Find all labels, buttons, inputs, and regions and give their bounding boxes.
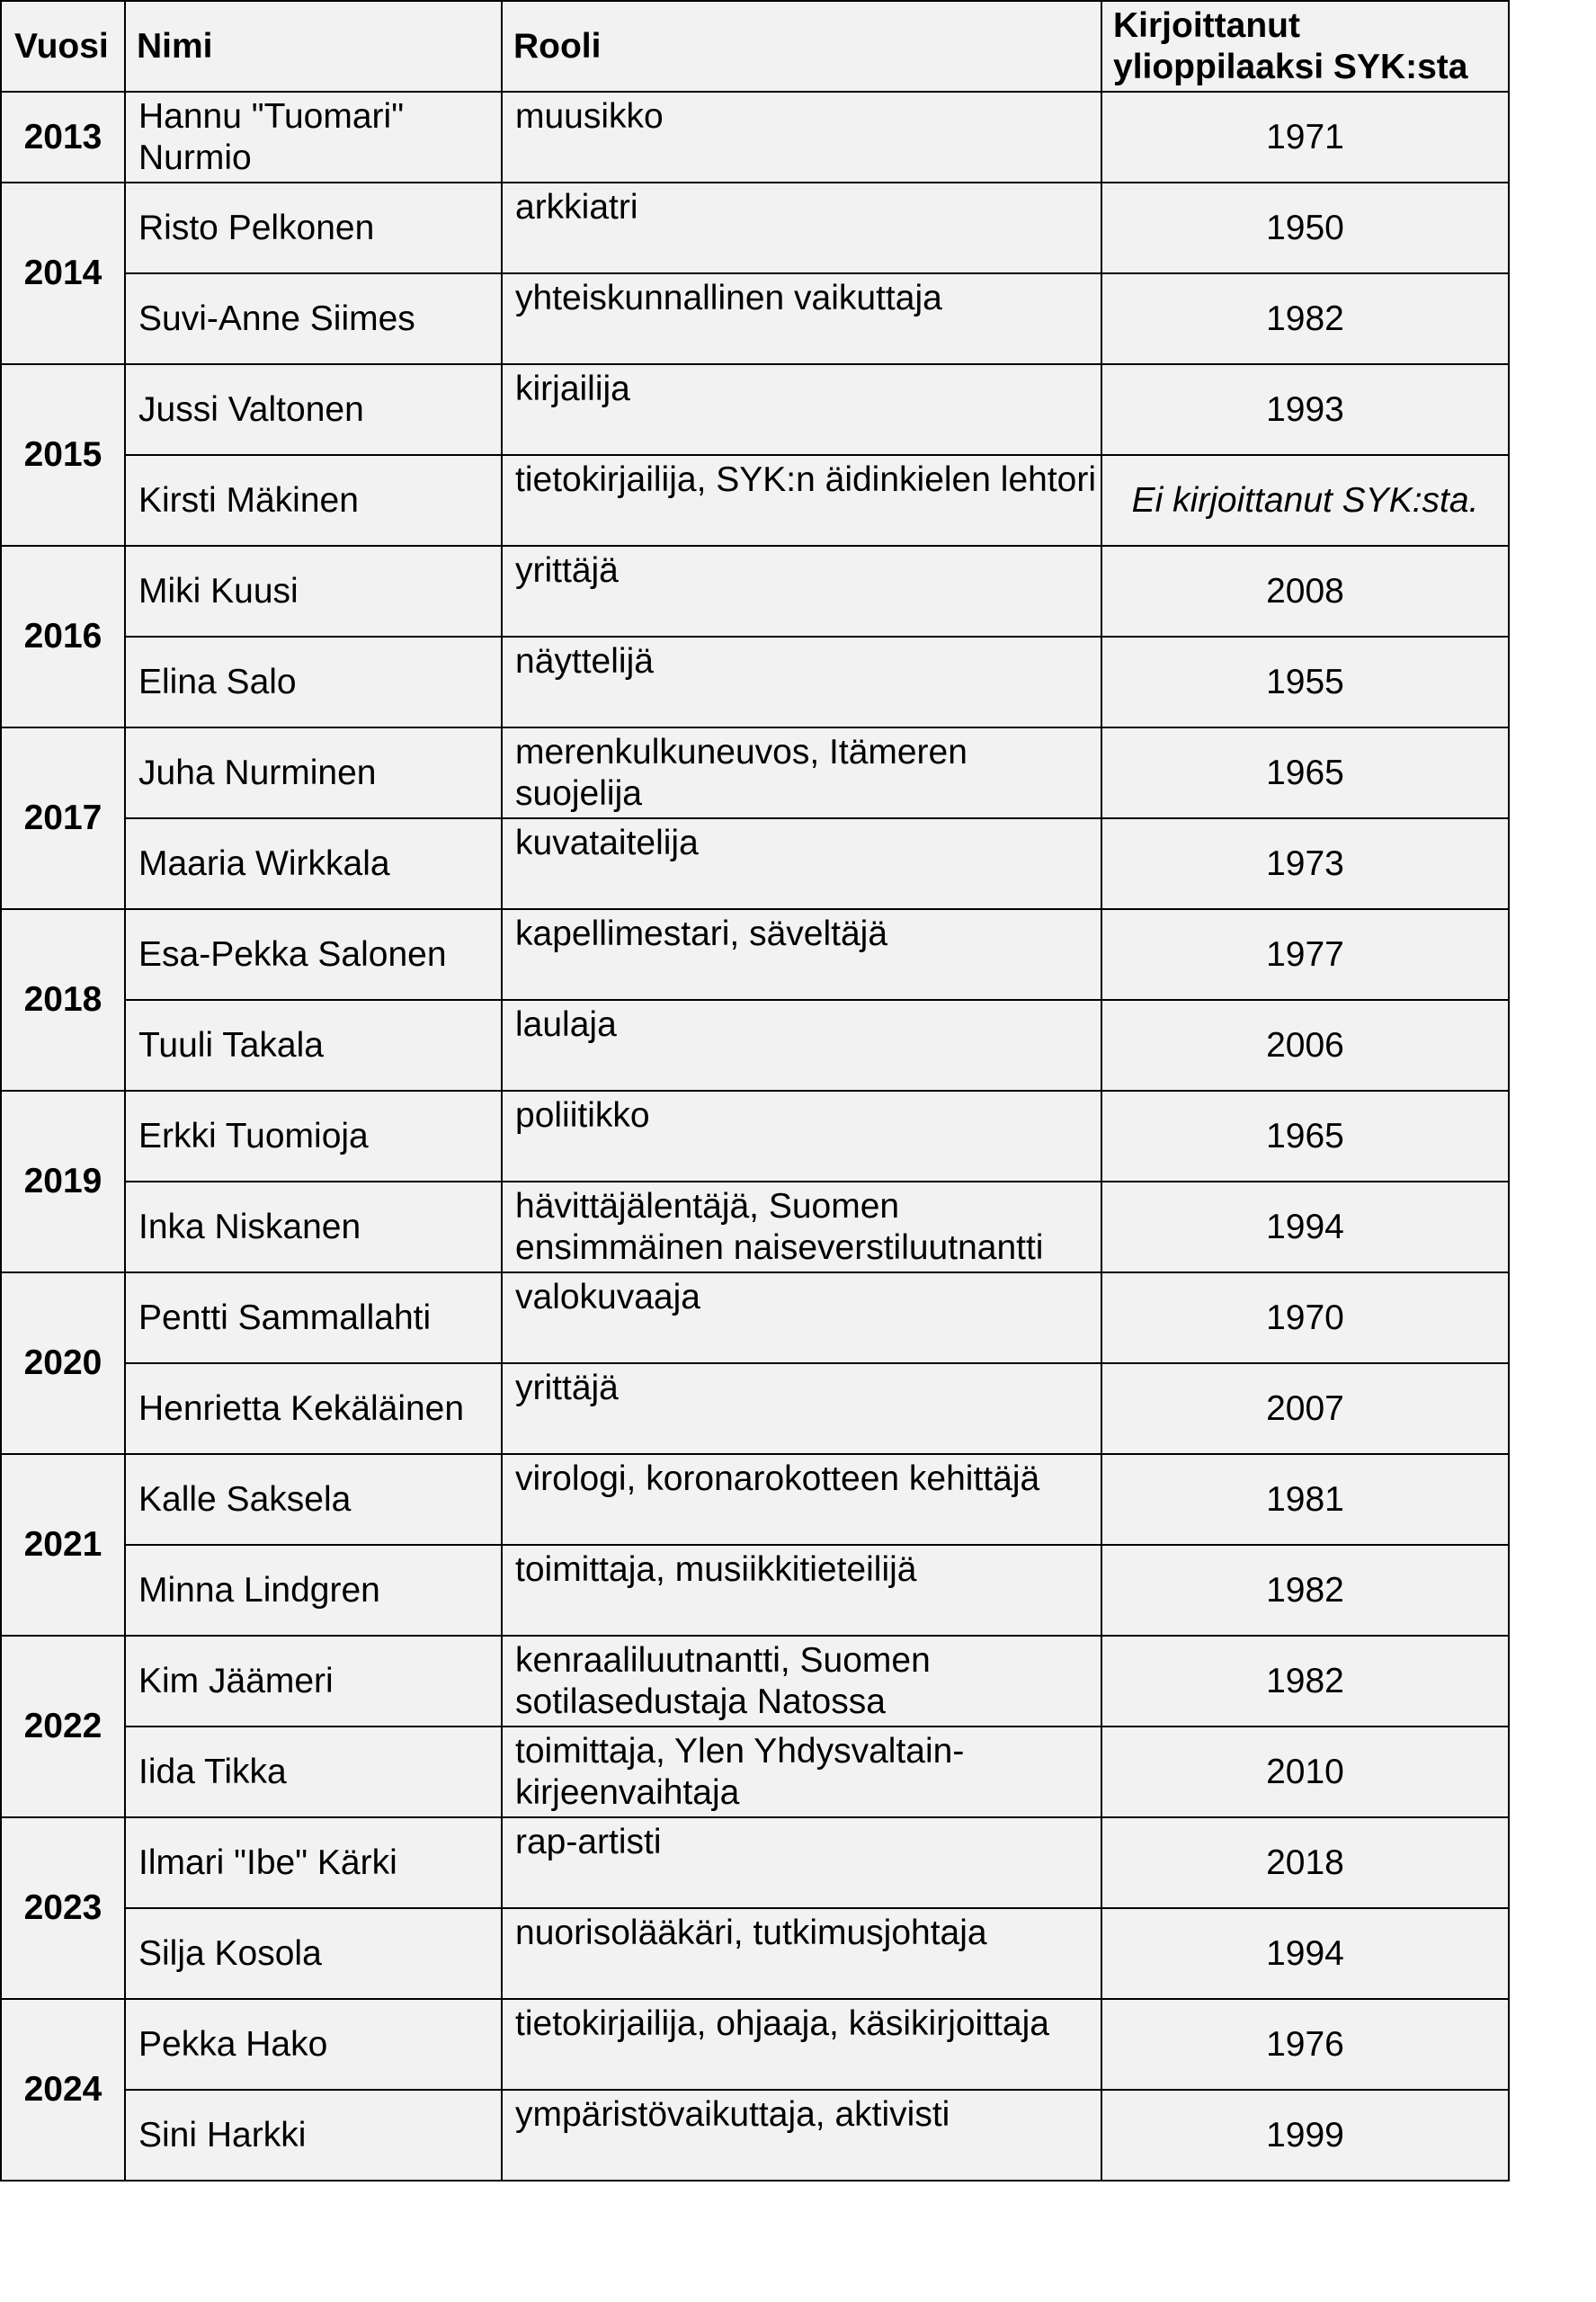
table-row (1, 1000, 1509, 1091)
name-cell: Henrietta Kekäläinen (125, 1363, 502, 1454)
role-cell: merenkulkuneuvos, Itämeren suojelija (502, 727, 1101, 818)
name-cell: Kirsti Mäkinen (125, 455, 502, 546)
table-body (1, 92, 1509, 2181)
name-cell: Elina Salo (125, 637, 502, 727)
role-cell: muusikko (502, 92, 1101, 183)
table-row (1, 1363, 1509, 1454)
name-cell: Suvi-Anne Siimes (125, 273, 502, 364)
year-cell: 2023 (1, 1817, 125, 1999)
role-cell: toimittaja, musiikkitieteilijä (502, 1545, 1101, 1636)
table-row (1, 1272, 1509, 1363)
name-cell: Miki Kuusi (125, 546, 502, 637)
table-row (1, 1726, 1509, 1817)
name-cell: Esa-Pekka Salonen (125, 909, 502, 1000)
year-cell: 2018 (1, 909, 125, 1091)
name-cell: Iida Tikka (125, 1726, 502, 1817)
role-cell: virologi, koronarokotteen kehittäjä (502, 1454, 1101, 1545)
role-cell: rap-artisti (502, 1817, 1101, 1908)
graduated-cell: 2010 (1101, 1726, 1509, 1817)
table-row (1, 1545, 1509, 1636)
header-role: Rooli (502, 1, 1101, 92)
role-cell: yrittäjä (502, 546, 1101, 637)
year-cell: 2024 (1, 1999, 125, 2181)
graduated-cell: 1993 (1101, 364, 1509, 455)
table-row (1, 1182, 1509, 1272)
role-cell: toimittaja, Ylen Yhdysvaltain-kirjeenvaihtaja (502, 1726, 1101, 1817)
table-row (1, 1091, 1509, 1182)
name-cell: Kalle Saksela (125, 1454, 502, 1545)
role-cell: näyttelijä (502, 637, 1101, 727)
role-cell: nuorisolääkäri, tutkimusjohtaja (502, 1908, 1101, 1999)
table-row (1, 183, 1509, 273)
year-cell: 2014 (1, 183, 125, 364)
year-cell: 2022 (1, 1636, 125, 1817)
graduated-cell: 1994 (1101, 1908, 1509, 1999)
year-cell: 2021 (1, 1454, 125, 1636)
header-row (1, 1, 1509, 92)
year-cell: 2015 (1, 364, 125, 546)
table-row (1, 1454, 1509, 1545)
name-cell: Minna Lindgren (125, 1545, 502, 1636)
name-cell: Maaria Wirkkala (125, 818, 502, 909)
year-cell: 2016 (1, 546, 125, 727)
role-cell: laulaja (502, 1000, 1101, 1091)
header-year: Vuosi (1, 1, 125, 92)
table-row (1, 1999, 1509, 2090)
table-row (1, 2090, 1509, 2181)
graduated-cell: 1982 (1101, 273, 1509, 364)
name-cell: Jussi Valtonen (125, 364, 502, 455)
name-cell: Tuuli Takala (125, 1000, 502, 1091)
table-row (1, 818, 1509, 909)
role-cell: kuvataitelija (502, 818, 1101, 909)
role-cell: poliitikko (502, 1091, 1101, 1182)
name-cell: Pekka Hako (125, 1999, 502, 2090)
year-cell: 2017 (1, 727, 125, 909)
role-cell: tietokirjailija, ohjaaja, käsikirjoittaja (502, 1999, 1101, 2090)
role-cell: ympäristövaikuttaja, aktivisti (502, 2090, 1101, 2181)
graduated-cell: 1970 (1101, 1272, 1509, 1363)
role-cell: hävittäjälentäjä, Suomen ensimmäinen naiseverstiluutnantti (502, 1182, 1101, 1272)
year-cell: 2013 (1, 92, 125, 183)
name-cell: Risto Pelkonen (125, 183, 502, 273)
name-cell: Hannu "Tuomari" Nurmio (125, 92, 502, 183)
table-row (1, 455, 1509, 546)
graduated-cell: 1982 (1101, 1545, 1509, 1636)
name-cell: Juha Nurminen (125, 727, 502, 818)
graduated-cell: 2006 (1101, 1000, 1509, 1091)
graduated-cell: 1994 (1101, 1182, 1509, 1272)
year-cell: 2019 (1, 1091, 125, 1272)
table-row (1, 1636, 1509, 1726)
table-row (1, 727, 1509, 818)
role-cell: valokuvaaja (502, 1272, 1101, 1363)
graduated-cell: 1955 (1101, 637, 1509, 727)
table-row (1, 909, 1509, 1000)
table-row (1, 273, 1509, 364)
graduated-cell: 1971 (1101, 92, 1509, 183)
graduated-cell: 1965 (1101, 1091, 1509, 1182)
graduated-cell: 1973 (1101, 818, 1509, 909)
name-cell: Erkki Tuomioja (125, 1091, 502, 1182)
name-cell: Pentti Sammallahti (125, 1272, 502, 1363)
table-row (1, 1908, 1509, 1999)
graduated-cell: 2018 (1101, 1817, 1509, 1908)
graduated-cell: 1981 (1101, 1454, 1509, 1545)
table-row (1, 92, 1509, 183)
graduated-cell: 1976 (1101, 1999, 1509, 2090)
table-row (1, 546, 1509, 637)
graduated-cell: 1999 (1101, 2090, 1509, 2181)
graduated-cell: 1982 (1101, 1636, 1509, 1726)
graduated-cell: 1950 (1101, 183, 1509, 273)
name-cell: Silja Kosola (125, 1908, 502, 1999)
role-cell: kenraaliluutnantti, Suomen sotilasedustaja Natossa (502, 1636, 1101, 1726)
role-cell: tietokirjailija, SYK:n äidinkielen lehtori (502, 455, 1101, 546)
header-graduated: Kirjoittanut ylioppilaaksi SYK:sta (1101, 1, 1509, 92)
role-cell: kirjailija (502, 364, 1101, 455)
role-cell: kapellimestari, säveltäjä (502, 909, 1101, 1000)
table-row (1, 1817, 1509, 1908)
graduated-cell: 1965 (1101, 727, 1509, 818)
name-cell: Ilmari "Ibe" Kärki (125, 1817, 502, 1908)
table-row (1, 637, 1509, 727)
graduated-cell: Ei kirjoittanut SYK:sta. (1101, 455, 1509, 546)
name-cell: Inka Niskanen (125, 1182, 502, 1272)
role-cell: yrittäjä (502, 1363, 1101, 1454)
name-cell: Sini Harkki (125, 2090, 502, 2181)
graduated-cell: 2008 (1101, 546, 1509, 637)
role-cell: arkkiatri (502, 183, 1101, 273)
header-name: Nimi (125, 1, 502, 92)
graduated-cell: 1977 (1101, 909, 1509, 1000)
graduated-cell: 2007 (1101, 1363, 1509, 1454)
table-row (1, 364, 1509, 455)
name-cell: Kim Jäämeri (125, 1636, 502, 1726)
year-cell: 2020 (1, 1272, 125, 1454)
role-cell: yhteiskunnallinen vaikuttaja (502, 273, 1101, 364)
